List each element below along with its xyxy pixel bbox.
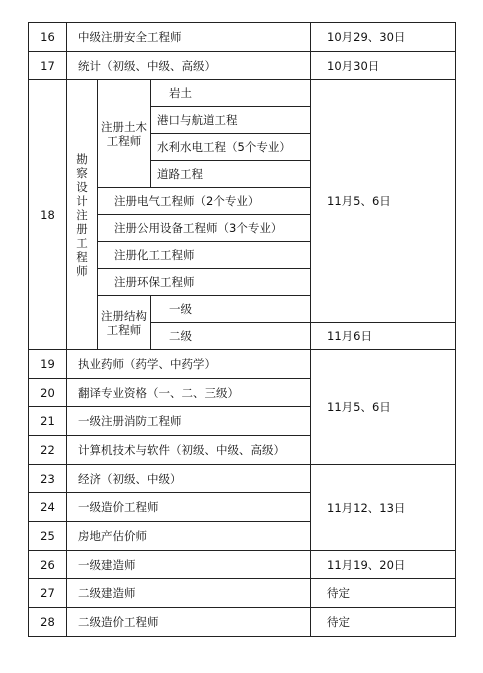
row-number: 26 (29, 551, 67, 579)
exam-name: 统计（初级、中级、高级） (67, 52, 311, 80)
exam-name: 道路工程 (151, 161, 311, 188)
exam-name: 二级建造师 (67, 579, 311, 608)
exam-name: 房地产估价师 (67, 522, 311, 551)
exam-date: 10月29、30日 (311, 23, 456, 52)
row-number: 20 (29, 379, 67, 407)
exam-name: 岩土 (151, 80, 311, 107)
row-number: 21 (29, 407, 67, 436)
row-number: 22 (29, 436, 67, 465)
row-number: 19 (29, 350, 67, 379)
exam-name: 注册环保工程师 (98, 269, 311, 296)
exam-name: 注册化工工程师 (98, 242, 311, 269)
civil-engineer-group: 注册土木 工程师 (98, 80, 151, 188)
exam-name: 一级 (151, 296, 311, 323)
exam-date: 11月5、6日 (311, 80, 456, 323)
table-row (29, 23, 456, 52)
table-row (29, 465, 456, 493)
table-row (29, 579, 456, 608)
exam-name: 注册电气工程师（2个专业） (98, 188, 311, 215)
row-number: 28 (29, 608, 67, 637)
row-number: 24 (29, 493, 67, 522)
exam-date: 待定 (311, 579, 456, 608)
row-number: 27 (29, 579, 67, 608)
category-label: 勘 察 设 计 注 册 工 程 师 (67, 80, 98, 350)
exam-date: 11月5、6日 (311, 350, 456, 465)
exam-name: 二级造价工程师 (67, 608, 311, 637)
row-number: 18 (29, 80, 67, 350)
row-number: 16 (29, 23, 67, 52)
exam-date: 待定 (311, 608, 456, 637)
table-row (29, 52, 456, 80)
exam-name: 一级造价工程师 (67, 493, 311, 522)
exam-name: 执业药师（药学、中药学） (67, 350, 311, 379)
exam-name: 一级建造师 (67, 551, 311, 579)
exam-name: 二级 (151, 323, 311, 350)
exam-name: 一级注册消防工程师 (67, 407, 311, 436)
exam-date: 11月19、20日 (311, 551, 456, 579)
row-number: 25 (29, 522, 67, 551)
exam-name: 翻译专业资格（一、二、三级） (67, 379, 311, 407)
exam-schedule-table (28, 22, 456, 637)
exam-name: 港口与航道工程 (151, 107, 311, 134)
table-row (29, 551, 456, 579)
row-number: 23 (29, 465, 67, 493)
exam-name: 经济（初级、中级） (67, 465, 311, 493)
table-row (29, 350, 456, 379)
exam-name: 计算机技术与软件（初级、中级、高级） (67, 436, 311, 465)
exam-name: 中级注册安全工程师 (67, 23, 311, 52)
exam-date: 11月12、13日 (311, 465, 456, 551)
exam-date: 11月6日 (311, 323, 456, 350)
structural-engineer-group: 注册结构 工程师 (98, 296, 151, 350)
exam-date: 10月30日 (311, 52, 456, 80)
table-row (29, 80, 456, 107)
exam-name: 水利水电工程（5个专业） (151, 134, 311, 161)
exam-name: 注册公用设备工程师（3个专业） (98, 215, 311, 242)
table-row (29, 608, 456, 637)
row-number: 17 (29, 52, 67, 80)
